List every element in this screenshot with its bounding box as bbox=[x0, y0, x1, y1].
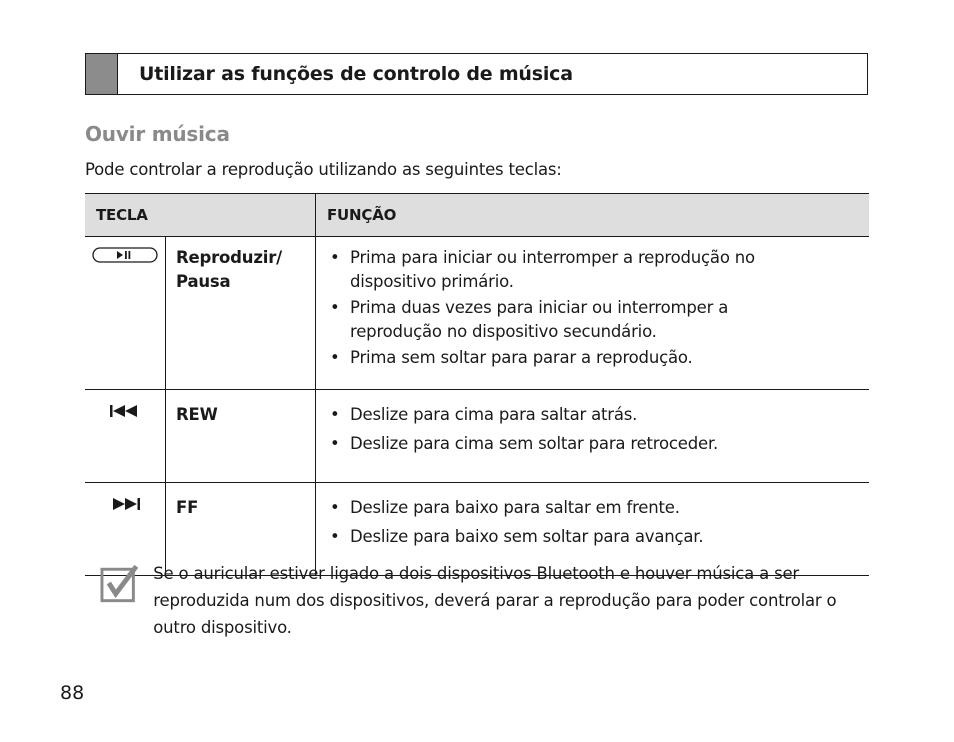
fast-forward-icon bbox=[109, 497, 141, 511]
page-number: 88 bbox=[60, 682, 85, 704]
rewind-icon bbox=[109, 404, 141, 418]
section-marker bbox=[86, 54, 118, 94]
table-row bbox=[85, 237, 869, 390]
header-key: TECLA bbox=[85, 194, 316, 237]
function-cell bbox=[316, 237, 870, 390]
section-header bbox=[85, 53, 868, 95]
list-item: • Deslize para baixo sem soltar para avançar. bbox=[328, 525, 868, 549]
key-name: REW bbox=[176, 405, 218, 424]
function-list bbox=[328, 246, 868, 370]
list-item: • Prima duas vezes para iniciar ou interromper a reprodução no dispositivo secundário. bbox=[328, 296, 770, 344]
list-item: • Deslize para cima para saltar atrás. bbox=[328, 403, 868, 427]
icon-cell bbox=[85, 237, 166, 390]
subheading: Ouvir música bbox=[85, 122, 230, 146]
note-text: Se o auricular estiver ligado a dois dispositivos Bluetooth e houver música a ser reproduzida num dos dispositivos, deverá parar a reprodução para poder controlar o outro dispositivo. bbox=[153, 564, 837, 637]
table-header-row bbox=[85, 194, 869, 237]
keys-table bbox=[85, 193, 869, 576]
function-list bbox=[328, 403, 868, 456]
checkbox-note-icon bbox=[100, 563, 139, 603]
list-item: • Prima sem soltar para parar a reprodução. bbox=[328, 346, 868, 370]
key-name: FF bbox=[176, 498, 199, 517]
key-name-cell bbox=[166, 390, 316, 483]
icon-cell bbox=[85, 390, 166, 483]
function-cell bbox=[316, 390, 870, 483]
key-name-cell bbox=[166, 237, 316, 390]
note bbox=[100, 560, 860, 641]
section-title: Utilizar as funções de controlo de música bbox=[139, 63, 573, 85]
list-item: • Deslize para baixo para saltar em frente. bbox=[328, 496, 868, 520]
function-list bbox=[328, 496, 868, 549]
play-pause-button-icon bbox=[92, 246, 158, 264]
header-function: FUNÇÃO bbox=[316, 194, 870, 237]
table-row bbox=[85, 390, 869, 483]
intro-text: Pode controlar a reprodução utilizando as seguintes teclas: bbox=[85, 160, 562, 179]
list-item: • Deslize para cima sem soltar para retroceder. bbox=[328, 432, 868, 456]
key-name: Pausa bbox=[176, 272, 231, 291]
list-item: • Prima para iniciar ou interromper a reprodução no dispositivo primário. bbox=[328, 246, 820, 294]
key-name: Reproduzir/ bbox=[176, 248, 282, 267]
